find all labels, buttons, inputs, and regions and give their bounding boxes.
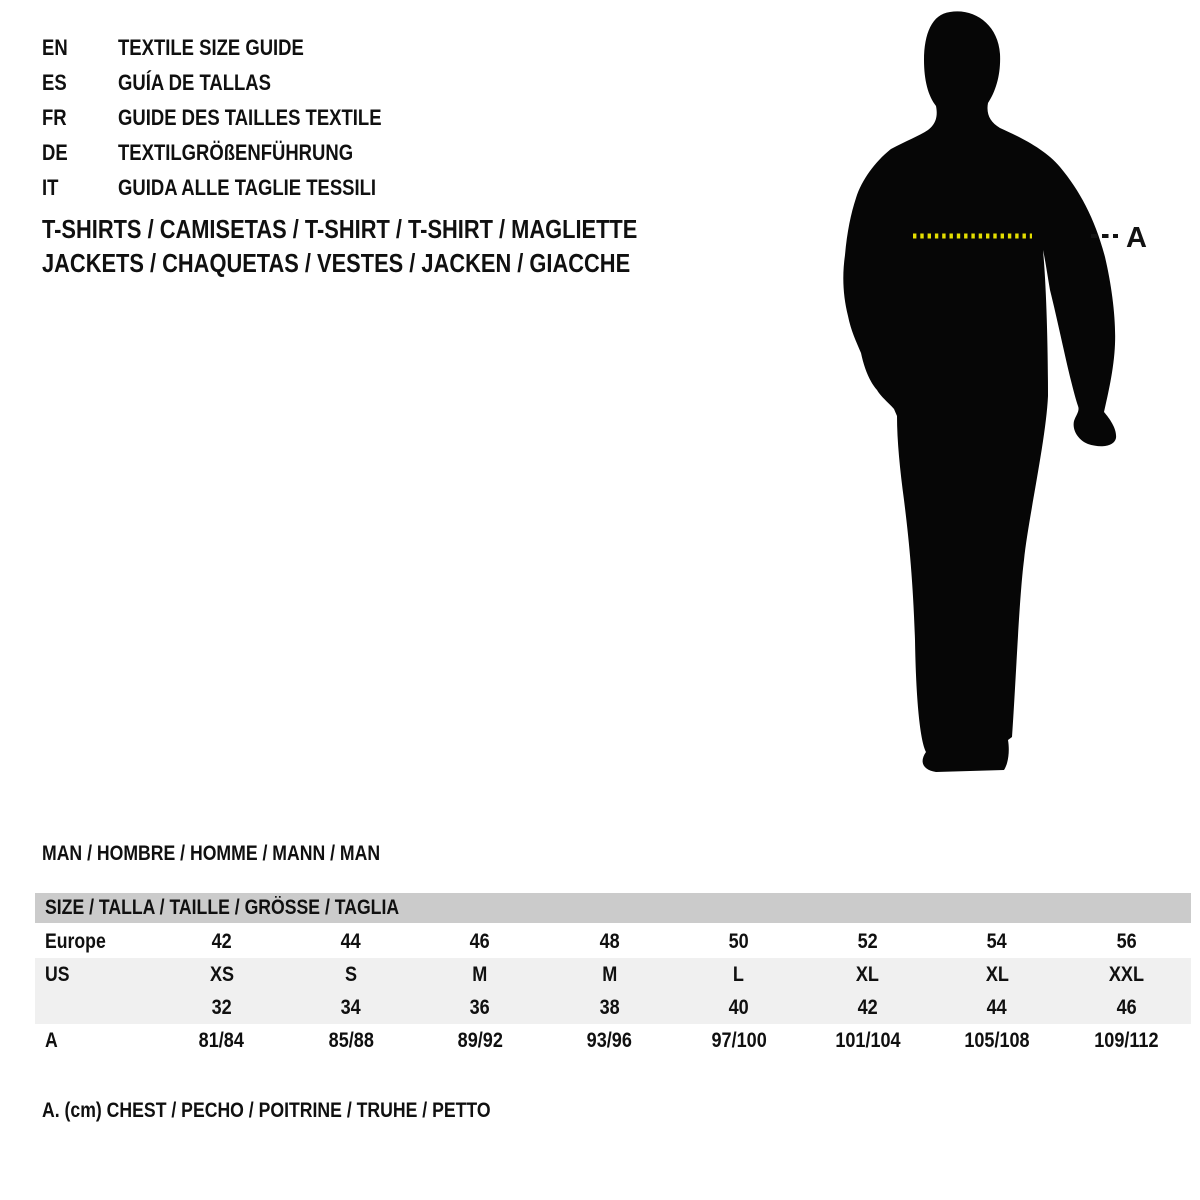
male-silhouette-icon [843, 11, 1116, 772]
table-cell [545, 996, 674, 1020]
table-cell-text: 97/100 [710, 1028, 767, 1052]
table-cell [803, 930, 932, 954]
measure-label-a: A [1126, 222, 1147, 254]
table-cell [286, 996, 415, 1020]
table-cell [674, 930, 803, 954]
language-row [42, 135, 432, 170]
table-cell-text: 54 [987, 929, 1008, 953]
table-cell [286, 963, 415, 987]
table-cell [416, 1029, 545, 1053]
table-cell-text: 48 [599, 929, 620, 953]
table-cell-text: M [601, 962, 617, 986]
product-line-text: T-SHIRTS / CAMISETAS / T-SHIRT / T-SHIRT / MAGLIETTE [42, 214, 638, 244]
table-cell-text: 93/96 [586, 1028, 632, 1052]
table-cell-text: 85/88 [328, 1028, 374, 1052]
table-cell [545, 963, 674, 987]
language-label: GUIDA ALLE TAGLIE TESSILI [118, 174, 377, 200]
table-row [35, 925, 1191, 958]
language-code-text: IT [42, 174, 59, 200]
table-header-label: SIZE / TALLA / TAILLE / GRÖSSE / TAGLIA [45, 896, 400, 919]
table-cell-text: L [733, 962, 745, 986]
table-cell-text: 101/104 [835, 1028, 901, 1052]
row-label [35, 1029, 157, 1053]
row-label [35, 963, 157, 987]
table-cell [157, 930, 286, 954]
table-cell [803, 963, 932, 987]
table-cell-text: XS [209, 962, 234, 986]
table-cell [545, 930, 674, 954]
table-cell-text: 42 [857, 995, 878, 1019]
row-label-text: US [45, 962, 70, 986]
table-cell [286, 1029, 415, 1053]
table-cell [1062, 930, 1191, 954]
table-cell [933, 1029, 1062, 1053]
table-cell-text: 109/112 [1094, 1028, 1159, 1052]
table-cell [157, 963, 286, 987]
row-label-text: Europe [45, 929, 106, 953]
table-cell-text: 44 [340, 929, 361, 953]
table-cell-text: 81/84 [199, 1028, 245, 1052]
table-cell [933, 996, 1062, 1020]
language-list [42, 30, 432, 205]
product-line [42, 246, 751, 280]
table-cell-text: 46 [1116, 995, 1137, 1019]
language-label: TEXTILGRÖßENFÜHRUNG [118, 139, 354, 165]
language-label: GUIDE DES TAILLES TEXTILE [118, 104, 382, 130]
table-cell-text: 42 [211, 929, 232, 953]
table-cell-text: S [344, 962, 357, 986]
table-cell [157, 1029, 286, 1053]
table-cell [157, 996, 286, 1020]
section-title: MAN / HOMBRE / HOMME / MANN / MAN [42, 842, 381, 865]
table-cell [674, 963, 803, 987]
language-row [42, 30, 432, 65]
table-cell-text: M [472, 962, 488, 986]
table-cell-text: 56 [1116, 929, 1137, 953]
table-row [35, 1024, 1191, 1057]
row-label [35, 996, 157, 1020]
language-code [42, 35, 118, 61]
table-cell [1062, 996, 1191, 1020]
product-line-text: JACKETS / CHAQUETAS / VESTES / JACKEN / GIACCHE [42, 248, 631, 278]
language-label: TEXTILE SIZE GUIDE [118, 34, 304, 60]
table-row [35, 958, 1191, 991]
language-code [42, 175, 118, 201]
table-cell-text: 105/108 [964, 1028, 1030, 1052]
table-cell [674, 996, 803, 1020]
table-header-bar [35, 893, 1191, 923]
table-cell [674, 1029, 803, 1053]
table-cell-text: 32 [211, 995, 232, 1019]
table-cell [803, 996, 932, 1020]
table-body [35, 925, 1191, 1057]
table-cell [803, 1029, 932, 1053]
table-cell [933, 930, 1062, 954]
product-categories [42, 212, 751, 280]
table-cell [416, 996, 545, 1020]
language-row [42, 65, 432, 100]
table-cell-text: 36 [470, 995, 491, 1019]
language-row [42, 100, 432, 135]
table-cell [1062, 963, 1191, 987]
male-silhouette-figure [820, 0, 1200, 800]
table-cell [933, 963, 1062, 987]
language-label: GUÍA DE TALLAS [118, 69, 271, 95]
table-cell-text: 40 [728, 995, 749, 1019]
row-label-text: A [45, 1028, 58, 1052]
table-cell-text: XXL [1108, 962, 1144, 986]
table-cell [416, 930, 545, 954]
table-cell [1062, 1029, 1191, 1053]
table-cell-text: 89/92 [457, 1028, 503, 1052]
language-code-text: ES [42, 69, 67, 95]
row-label [35, 930, 157, 954]
table-cell-text: 44 [987, 995, 1008, 1019]
table-cell [286, 930, 415, 954]
table-row [35, 991, 1191, 1024]
product-line [42, 212, 751, 246]
table-cell [545, 1029, 674, 1053]
language-code-text: EN [42, 34, 68, 60]
language-code-text: DE [42, 139, 68, 165]
table-cell-text: XL [985, 962, 1009, 986]
table-cell-text: 52 [857, 929, 878, 953]
table-cell [416, 963, 545, 987]
language-code-text: FR [42, 104, 67, 130]
table-cell-text: 34 [340, 995, 361, 1019]
language-code [42, 140, 118, 166]
table-cell-text: XL [856, 962, 880, 986]
table-cell-text: 50 [728, 929, 749, 953]
language-code [42, 105, 118, 131]
size-table [35, 893, 1191, 1057]
language-row [42, 170, 432, 205]
table-cell-text: 46 [470, 929, 491, 953]
footnote: A. (cm) CHEST / PECHO / POITRINE / TRUHE / PETTO [42, 1099, 491, 1122]
table-cell-text: 38 [599, 995, 620, 1019]
language-code [42, 70, 118, 96]
